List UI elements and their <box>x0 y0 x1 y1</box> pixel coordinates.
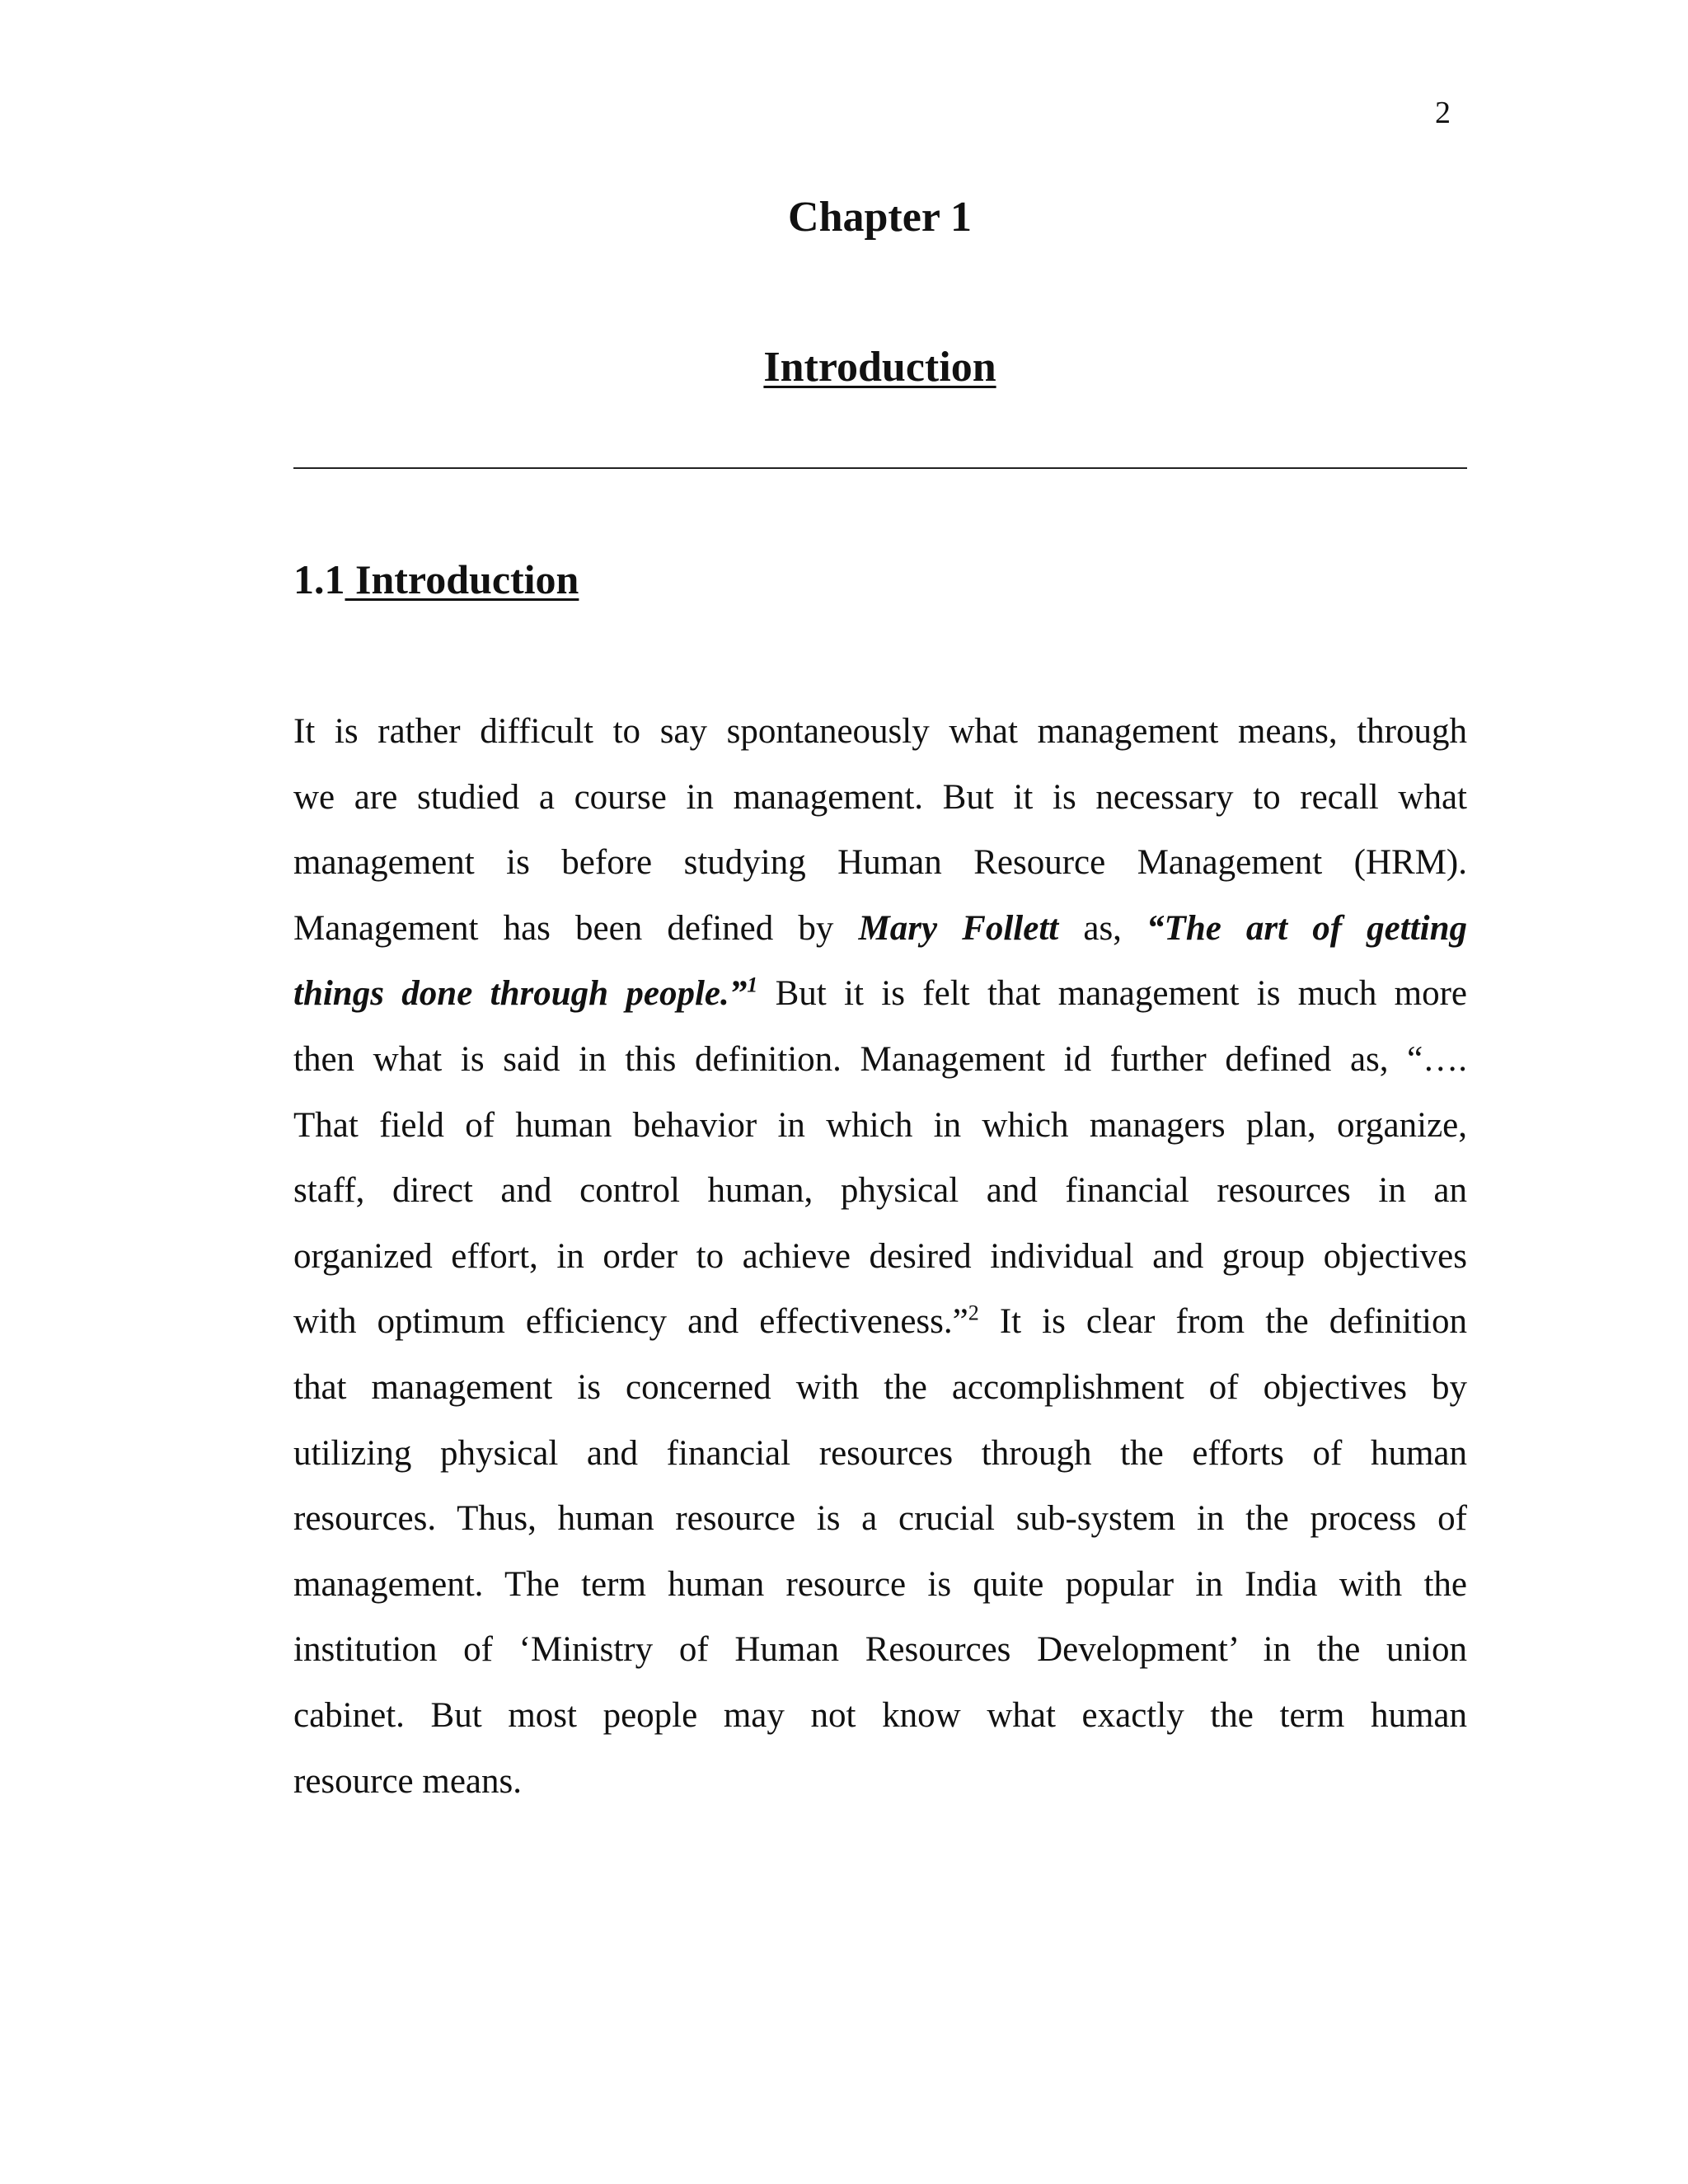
section-heading <box>293 556 579 602</box>
paragraph-line: management is before studying Human Resource Management (HRM). <box>293 843 1467 883</box>
paragraph-line <box>293 961 1467 1027</box>
paragraph-line <box>293 896 1467 962</box>
paragraph-line: resource means. <box>293 1761 522 1801</box>
paragraph-line: then what is said in this definition. Management id further defined as, “…. <box>293 1039 1467 1079</box>
paragraph-line: That field of human behavior in which in which managers plan, organize, <box>293 1105 1467 1145</box>
body-paragraph <box>293 699 1467 1814</box>
footnote-marker: 2 <box>968 1301 979 1326</box>
chapter-subtitle: Introduction <box>763 344 996 391</box>
paragraph-line: institution of ‘Ministry of Human Resources Development’ in the union <box>293 1630 1467 1670</box>
chapter-title: Chapter 1 <box>788 194 972 241</box>
paragraph-line: It is rather difficult to say spontaneously what management means, through <box>293 712 1467 751</box>
paragraph-line: management. The term human resource is quite popular in India with the <box>293 1564 1467 1604</box>
paragraph-line <box>293 1289 1467 1355</box>
author-name: Mary Follett <box>858 908 1059 948</box>
line-text: with optimum efficiency and effectiveness.” <box>293 1302 968 1342</box>
line-text: Management has been defined by <box>293 908 859 948</box>
page-number: 2 <box>1435 96 1451 130</box>
section-number: 1.1 <box>293 556 345 602</box>
paragraph-line: that management is concerned with the accomplishment of objectives by <box>293 1367 1467 1407</box>
horizontal-rule <box>293 467 1467 469</box>
line-text: But it is felt that management is much more <box>757 974 1468 1014</box>
definition-quote: “The art of getting <box>1146 908 1468 948</box>
line-text: It is clear from the definition <box>978 1302 1468 1342</box>
section-title: Introduction <box>345 556 579 602</box>
paragraph-line: utilizing physical and financial resources through the efforts of human <box>293 1433 1467 1473</box>
footnote-marker: 1 <box>747 973 758 998</box>
paragraph-line: organized effort, in order to achieve desired individual and group objectives <box>293 1236 1467 1276</box>
line-text: as, <box>1058 908 1147 948</box>
paragraph-line: cabinet. But most people may not know what exactly the term human <box>293 1695 1467 1735</box>
definition-quote: things done through people.” <box>293 974 748 1014</box>
paragraph-line: we are studied a course in management. But it is necessary to recall what <box>293 777 1467 817</box>
paragraph-line: staff, direct and control human, physical and financial resources in an <box>293 1171 1467 1211</box>
paragraph-line: resources. Thus, human resource is a crucial sub-system in the process of <box>293 1499 1467 1539</box>
